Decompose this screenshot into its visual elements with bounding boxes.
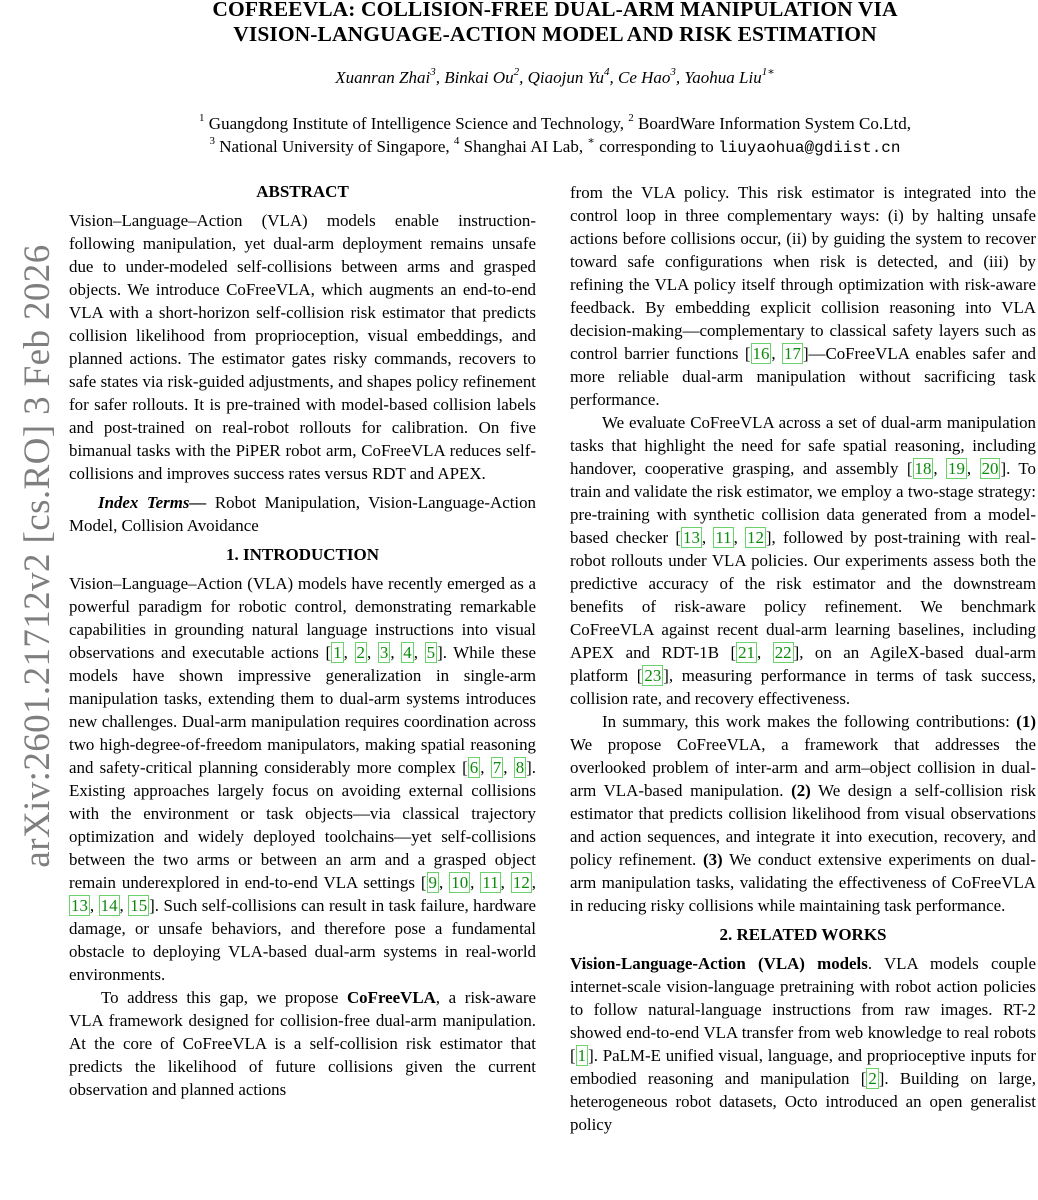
related-vla-paragraph: Vision-Language-Action (VLA) models. VLA models couple internet-scale vision-language pretraining with robot action policies to follow natural-language instructions from raw images. RT-2 showed end-to-end VLA transfer from web knowledge to real robots [ 1 ]. PaLM-E unified visual, language, and proprioceptive inputs for embodied reasoning and manipulation [ 2 ]. Building on large, heterogeneous robot datasets, Octo introduced an open generalist policy — [570, 954, 1036, 1134]
affiliation-mark: 3 — [209, 135, 215, 148]
citation-link[interactable]: 13 — [683, 528, 700, 547]
citation-link[interactable]: 15 — [130, 896, 148, 915]
author: Xuanran Zhai — [335, 68, 431, 87]
affiliation-mark: 2 — [628, 112, 634, 125]
citation-link[interactable]: 11 — [482, 873, 499, 892]
citation-link[interactable]: 1 — [333, 643, 342, 662]
abstract-heading: ABSTRACT — [256, 182, 349, 201]
author-affiliation-mark: 2 — [513, 66, 520, 79]
author: Qiaojun Yu — [527, 68, 604, 87]
index-terms — [69, 491, 536, 537]
citation-link[interactable]: 12 — [747, 528, 764, 547]
intro-paragraph-4: In summary, this work makes the following contributions: (1) We propose CoFreeVLA, a framework that addresses the overlooked problem of inter-arm and arm–object collision in dual-arm VLA-based manipulation. (2) We design a self-collision risk estimator that predicts collision likelihood from visual observations and action sequences, and integrate it into execution, recovery, and policy refinement. (3) We conduct extensive experiments on dual-arm manipulation tasks, validating the effectiveness of CoFreeVLA in reducing risky collisions while maintaining task performance. — [570, 712, 1036, 915]
citation-link[interactable]: 11 — [715, 528, 732, 547]
corresponding-label: corresponding to — [599, 137, 714, 156]
citation-link[interactable]: 2 — [356, 643, 365, 662]
citation-link[interactable]: 16 — [752, 344, 770, 363]
affiliation: Guangdong Institute of Intelligence Science and Technology, — [208, 114, 624, 133]
author-affiliation-mark: 3 — [670, 66, 676, 79]
citation-link[interactable]: 8 — [515, 758, 525, 777]
title-line-1: COFREEVLA: COLLISION-FREE DUAL-ARM MANIPULATION VIA — [212, 0, 898, 21]
author-affiliation-mark: 4 — [603, 66, 610, 79]
citation-link[interactable]: 1 — [577, 1046, 587, 1065]
intro-paragraph-2-continued: from the VLA policy. This risk estimator is integrated into the control loop in three complementary ways: (i) by halting unsafe actions before collisions occur, (ii) by guiding the system to recover toward safe configurations when risk is detected, and (iii) by refining the VLA policy itself through optimization with risk-aware feedback. By embedding explicit collision reasoning into VLA decision-making—complementary to classical safety layers such as control barrier functions [ 16 , 17 ]—CoFreeVLA enables safer and more reliable dual-arm manipulation without sacrificing task performance. — [570, 183, 1036, 409]
related-works-heading: 2. RELATED WORKS — [719, 925, 887, 944]
intro-paragraph-1: Vision–Language–Action (VLA) models have recently emerged as a powerful paradigm for robotic control, demonstrating remarkable capabilities in grounding natural language instructions into visual observations and executable actions [ 1 , 2 , 3 , 4 , 5 ]. While these models have shown impressive generalization in single-arm manipulation tasks, extending them to dual-arm systems introduces new challenges. Dual-arm manipulation requires coordination across two high-degree-of-freedom manipulators, making spatial reasoning and safety-critical planning considerably more complex [ 6 , 7 , 8 ]. Existing approaches largely focus on avoiding external collisions with the environment or task objects—via classical trajectory optimization and widely deployed toolchains—yet self-collisions between the two arms or between an arm and a grasped object remain underexplored in end-to-end VLA settings [ 9 , 10 , 11 , 12 , 13 , 14 , 15 ]. Such self-collisions can result in task failure, hardware damage, or unsafe behaviors, and therefore pose a fundamental obstacle to deploying VLA-based dual-arm systems in real-world environments. — [69, 574, 537, 984]
affiliation: National University of Singapore, — [219, 137, 450, 156]
citation-link[interactable]: 2 — [868, 1069, 877, 1088]
citation-link[interactable]: 19 — [948, 459, 965, 478]
author-affiliation-mark: 3 — [430, 66, 436, 79]
citation-link[interactable]: 23 — [644, 666, 662, 685]
affiliation-mark: 1 — [199, 112, 205, 125]
citation-link[interactable]: 10 — [451, 873, 469, 892]
citation-link[interactable]: 5 — [426, 643, 436, 662]
citation-link[interactable]: 9 — [428, 873, 437, 892]
affiliation-mark: 4 — [453, 135, 460, 148]
citation-link[interactable]: 17 — [784, 344, 801, 363]
author: Ce Hao — [617, 68, 671, 87]
introduction-heading: 1. INTRODUCTION — [225, 545, 380, 564]
affiliation: Shanghai AI Lab, — [463, 137, 584, 156]
related-vla-lead: Vision-Language-Action (VLA) models — [570, 954, 868, 973]
citation-link[interactable]: 14 — [100, 896, 118, 915]
paper-title — [0, 0, 1038, 47]
affiliations — [0, 112, 1038, 160]
affiliation-line-1 — [0, 112, 1038, 135]
author-affiliation-mark: 1∗ — [761, 66, 775, 79]
citation-link[interactable]: 7 — [492, 758, 502, 777]
affiliation: BoardWare Information System Co.Ltd, — [638, 114, 911, 133]
affiliation-line-2 — [0, 135, 1038, 160]
index-terms-label: Index Terms— — [98, 493, 207, 512]
citation-link[interactable]: 6 — [469, 758, 479, 777]
citation-link[interactable]: 13 — [71, 896, 88, 915]
left-column — [69, 180, 536, 1101]
abstract-text: Vision–Language–Action (VLA) models enable instruction-following manipulation, yet dual-arm deployment remains unsafe due to under-modeled self-collisions between arms and grasped objects. We introduce CoFreeVLA, which augments an end-to-end VLA with a short-horizon self-collision risk estimator that predicts collision likelihood from proprioception, visual embeddings, and planned actions. The estimator gates risky commands, recovers to safe states via risk-guided adjustments, and shapes policy refinement for safer rollouts. It is pre-trained with model-based collision labels and post-trained on real-robot rollouts for calibration. On five bimanual tasks with the PiPER robot arm, CoFreeVLA reduces self-collisions and improves success rates versus RDT and APEX. — [69, 211, 536, 483]
citation-link[interactable]: 4 — [403, 643, 412, 662]
title-line-2: VISION-LANGUAGE-ACTION MODEL AND RISK ESTIMATION — [233, 22, 877, 46]
right-column — [570, 181, 1036, 1136]
citation-link[interactable]: 18 — [914, 459, 932, 478]
intro-paragraph-2-start: To address this gap, we propose CoFreeVLA, a risk-aware VLA framework designed for collision-free dual-arm manipulation. At the core of CoFreeVLA is a self-collision risk estimator that predicts the likelihood of future collisions given the current observation and planned actions — [69, 988, 536, 1099]
author-list: Xuanran Zhai$^3$, Binkai Ou$^2$, Qiaojun Yu$^4$, Ce Hao$^3$, Yaohua Liu$^{1∗}$ — [335, 66, 775, 87]
affiliation-mark: ∗ — [587, 135, 595, 148]
index-terms-text: Robot Manipulation, Vision-Language-Action Model, Collision Avoidance — [69, 493, 536, 535]
arxiv-identifier-stamp[interactable]: arXiv:2601.21712v2 [cs.RO] 3 Feb 2026 — [17, 244, 58, 868]
citation-link[interactable]: 21 — [738, 643, 755, 662]
author: Yaohua Liu — [684, 68, 762, 87]
author: Binkai Ou — [444, 68, 514, 87]
corresponding-email[interactable]: liuyaohua@gdiist.cn — [718, 139, 901, 157]
citation-link[interactable]: 20 — [981, 459, 999, 478]
citation-link[interactable]: 3 — [379, 643, 389, 662]
citation-link[interactable]: 22 — [774, 643, 792, 662]
citation-link[interactable]: 12 — [512, 873, 530, 892]
intro-paragraph-3: We evaluate CoFreeVLA across a set of dual-arm manipulation tasks that highlight the need for safe spatial reasoning, including handover, cooperative grasping, and assembly [ 18 , 19 , 20 ]. To train and validate the risk estimator, we employ a two-stage strategy: pre-training with synthetic collision data generated from a model-based checker [ 13 , 11 , 12 ], followed by post-training with real-robot rollouts under VLA policies. Our experiments assess both the predictive accuracy of the risk estimator and the downstream benefits of risk-aware policy refinement. We benchmark CoFreeVLA against recent dual-arm learning baselines, including APEX and RDT-1B [ 21 , 22 ], on an AgileX-based dual-arm platform [ 23 ], measuring performance in terms of task success, collision rate, and recovery effectiveness. — [570, 413, 1037, 708]
